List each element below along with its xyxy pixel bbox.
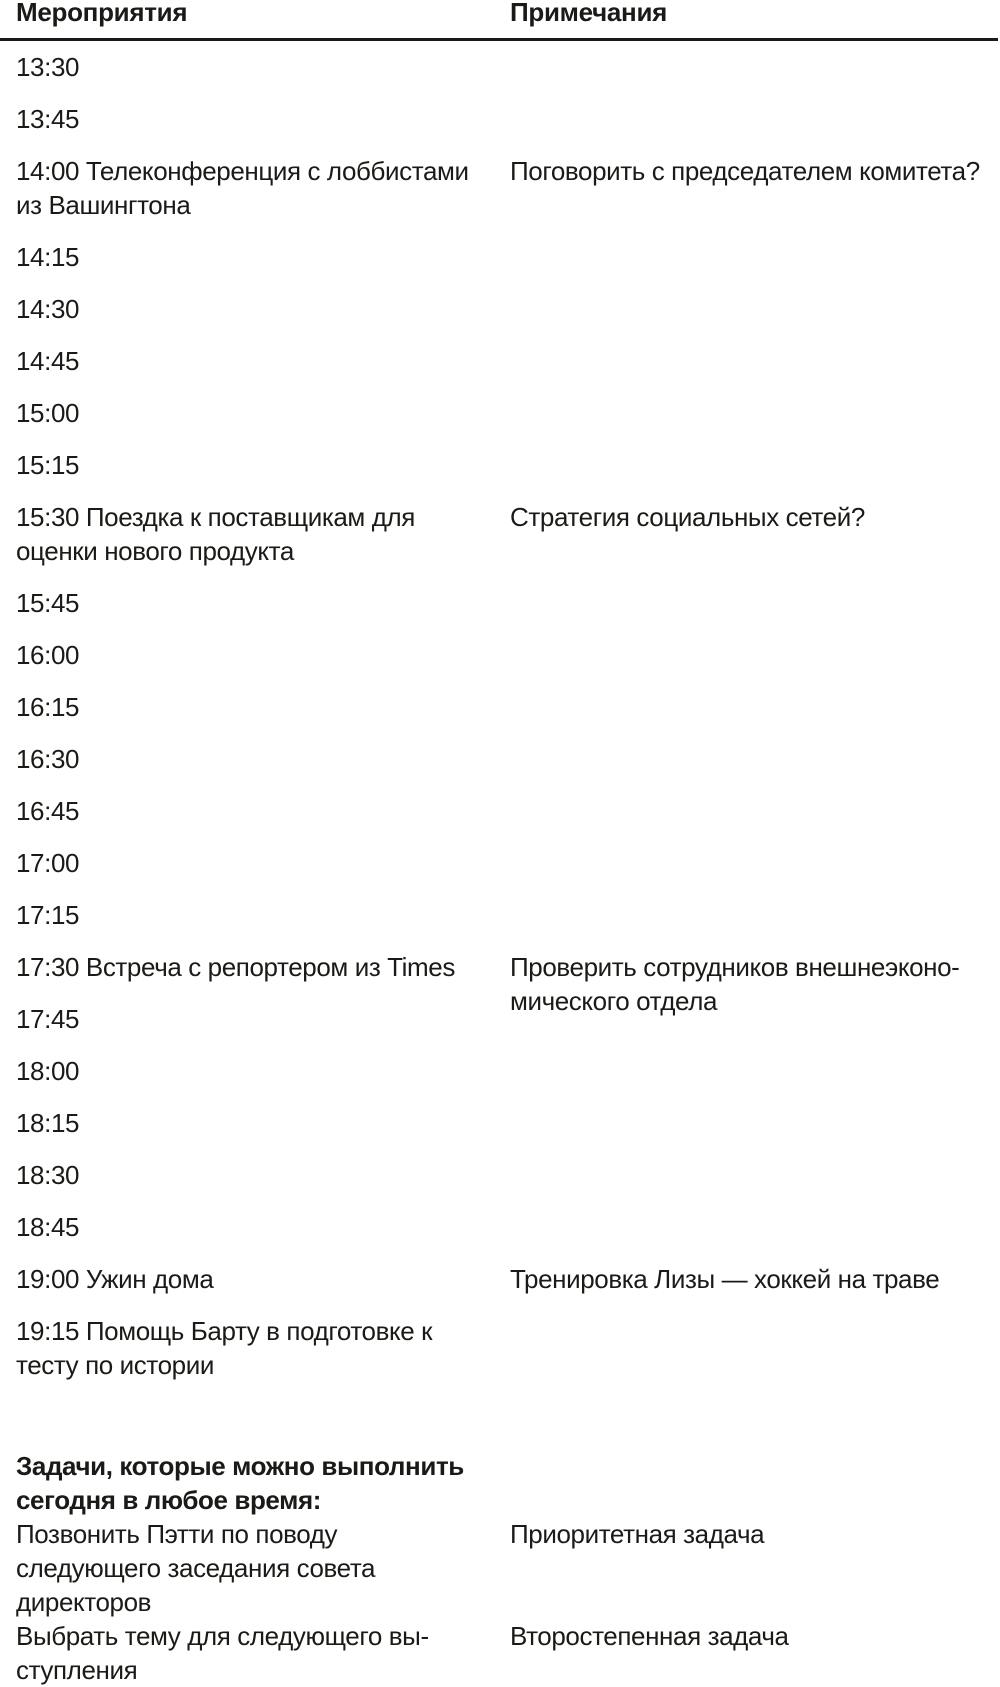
schedule-row — [0, 448, 1000, 482]
schedule-row — [0, 154, 1000, 222]
schedule-row — [0, 292, 1000, 326]
schedule-row — [0, 1262, 1000, 1296]
schedule-note: Проверить сотрудников внешнеэконо- мического отдела — [510, 952, 960, 1016]
schedule-row — [0, 344, 1000, 378]
schedule-event: 14:00 Телеконференция с лоббистами из Вашингтона — [16, 156, 469, 220]
schedule-row — [0, 240, 1000, 274]
task-text: Позвонить Пэтти по поводу следующего заседания совета директоров — [16, 1519, 376, 1617]
schedule-event: 18:00 — [16, 1056, 80, 1086]
task-row — [0, 1619, 1000, 1687]
schedule-event: 17:45 — [16, 1004, 80, 1034]
schedule-row — [0, 690, 1000, 724]
schedule-note: Поговорить с председателем комитета? — [510, 156, 980, 186]
schedule-event: 16:30 — [16, 744, 80, 774]
schedule-event: 16:00 — [16, 640, 80, 670]
schedule-row — [0, 742, 1000, 776]
schedule-note: Тренировка Лизы — хоккей на траве — [510, 1264, 940, 1294]
notes-column-title: Примечания — [510, 0, 668, 27]
task-note: Приоритетная задача — [510, 1519, 765, 1549]
schedule-row — [0, 1314, 1000, 1382]
schedule-event: 14:30 — [16, 294, 80, 324]
schedule-event: 14:15 — [16, 242, 80, 272]
schedule-row — [0, 586, 1000, 620]
schedule-row — [0, 1158, 1000, 1192]
schedule-row — [0, 1002, 1000, 1036]
schedule-event: 19:00 Ужин дома — [16, 1264, 214, 1294]
schedule-row — [0, 1106, 1000, 1140]
schedule-row — [0, 1210, 1000, 1244]
schedule-row — [0, 50, 1000, 84]
table-header — [0, 0, 1000, 40]
schedule-event: 17:15 — [16, 900, 80, 930]
schedule-event: 18:45 — [16, 1212, 80, 1242]
schedule-event: 15:45 — [16, 588, 80, 618]
task-note: Второстепенная задача — [510, 1621, 789, 1651]
schedule-event: 18:30 — [16, 1160, 80, 1190]
schedule-row — [0, 638, 1000, 672]
tasks-section — [0, 1449, 1000, 1687]
schedule-event: 17:00 — [16, 848, 80, 878]
header-divider — [0, 38, 998, 41]
schedule-event: 13:30 — [16, 52, 80, 82]
schedule-note: Стратегия социальных сетей? — [510, 502, 865, 532]
schedule-row — [0, 846, 1000, 880]
schedule-row — [0, 898, 1000, 932]
tasks-heading: Задачи, которые можно выполнить сегодня в любое время: — [16, 1451, 464, 1515]
schedule-list — [0, 50, 1000, 1400]
schedule-event: 19:15 Помощь Барту в подготовке к тесту по истории — [16, 1316, 433, 1380]
schedule-event: 15:15 — [16, 450, 80, 480]
schedule-event: 15:30 Поездка к поставщикам для оценки нового продукта — [16, 502, 415, 566]
schedule-row — [0, 500, 1000, 568]
schedule-row — [0, 102, 1000, 136]
schedule-row — [0, 794, 1000, 828]
schedule-event: 18:15 — [16, 1108, 80, 1138]
schedule-row — [0, 1054, 1000, 1088]
schedule-event: 14:45 — [16, 346, 80, 376]
schedule-event: 15:00 — [16, 398, 80, 428]
schedule-event: 16:45 — [16, 796, 80, 826]
schedule-row — [0, 396, 1000, 430]
events-column-title: Мероприятия — [16, 0, 188, 27]
schedule-event: 16:15 — [16, 692, 80, 722]
schedule-event: 17:30 Встреча с репортером из Times — [16, 952, 455, 982]
task-text: Выбрать тему для следующего вы- ступления — [16, 1621, 429, 1685]
schedule-row — [0, 950, 1000, 1016]
task-row — [0, 1517, 1000, 1619]
schedule-event: 13:45 — [16, 104, 80, 134]
